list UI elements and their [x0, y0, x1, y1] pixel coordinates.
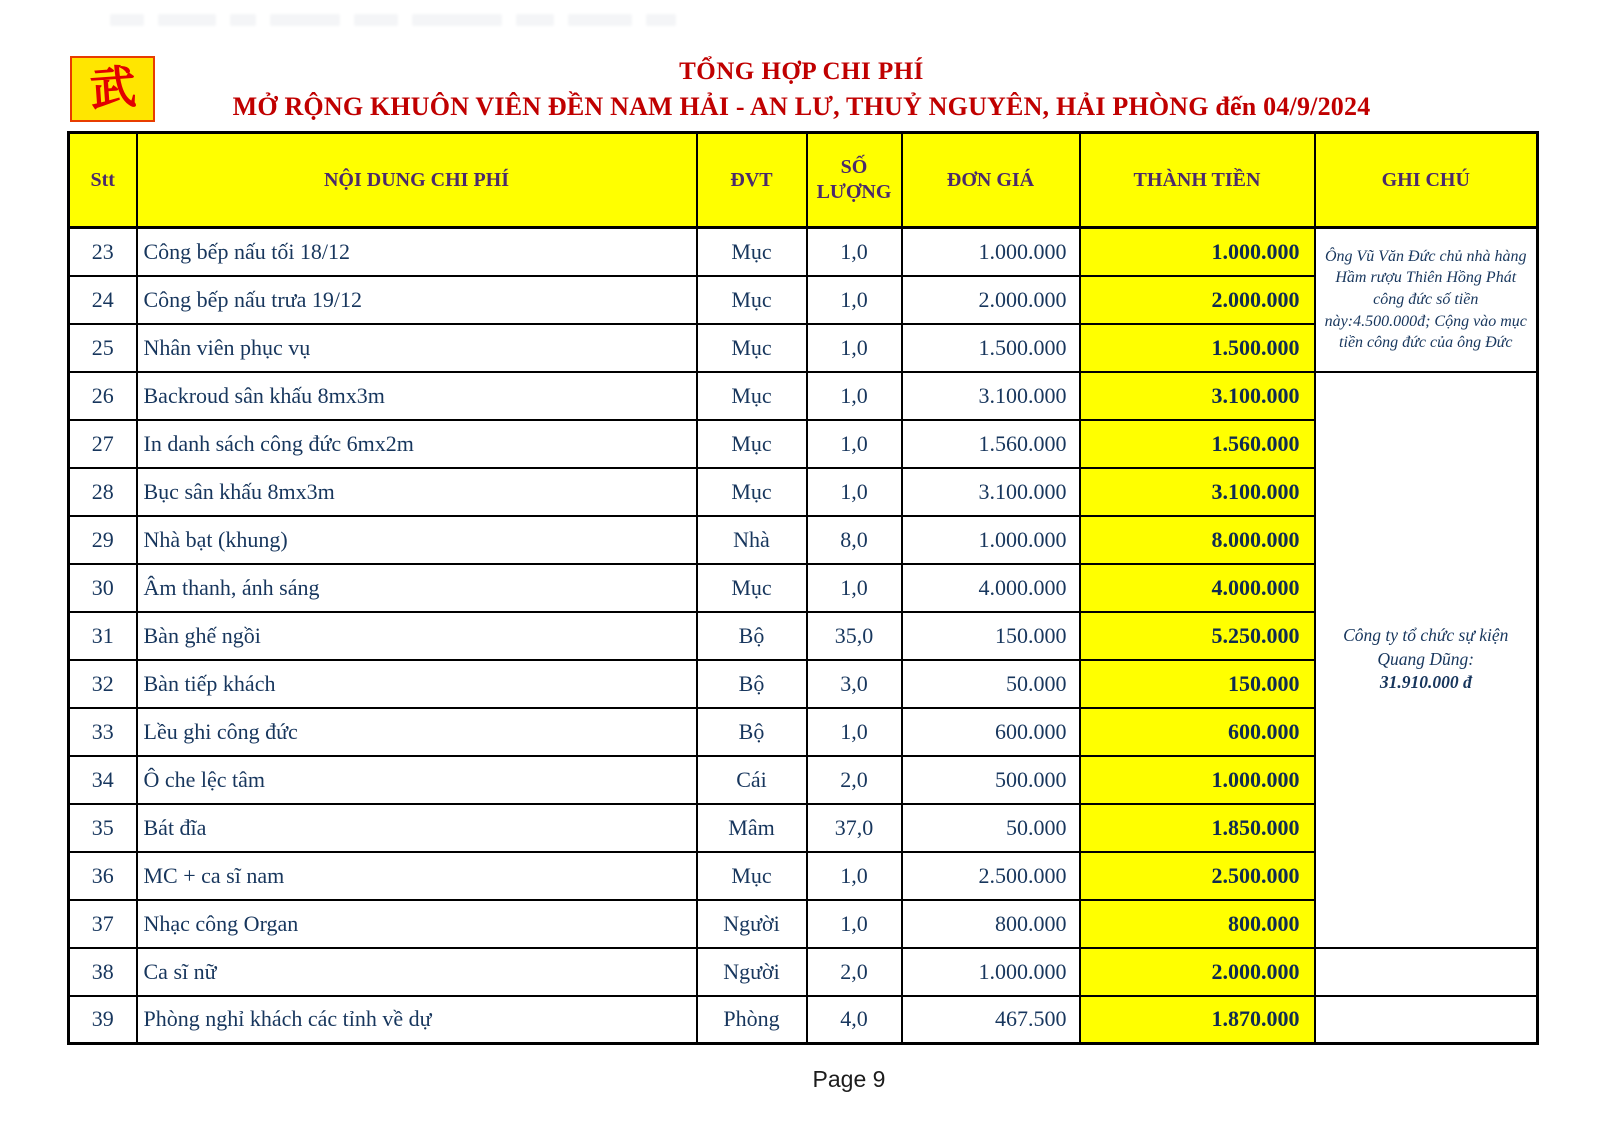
cell-noi-dung: Bàn tiếp khách — [137, 660, 697, 708]
cell-thanh-tien: 150.000 — [1080, 660, 1315, 708]
header-don-gia: ĐƠN GIÁ — [902, 133, 1080, 228]
cell-don-gia: 1.000.000 — [902, 948, 1080, 996]
cell-noi-dung: Nhân viên phục vụ — [137, 324, 697, 372]
cell-so-luong: 1,0 — [807, 372, 902, 420]
cell-don-gia: 600.000 — [902, 708, 1080, 756]
cell-so-luong: 1,0 — [807, 276, 902, 324]
cell-stt: 23 — [69, 228, 137, 276]
cell-dvt: Người — [697, 900, 807, 948]
cell-stt: 25 — [69, 324, 137, 372]
cell-dvt: Bộ — [697, 612, 807, 660]
cell-don-gia: 1.000.000 — [902, 516, 1080, 564]
header-stt: Stt — [69, 133, 137, 228]
cell-dvt: Mục — [697, 852, 807, 900]
cell-stt: 24 — [69, 276, 137, 324]
cell-stt: 33 — [69, 708, 137, 756]
cell-stt: 31 — [69, 612, 137, 660]
cell-dvt: Mục — [697, 372, 807, 420]
cell-don-gia: 1.560.000 — [902, 420, 1080, 468]
cell-stt: 30 — [69, 564, 137, 612]
cell-so-luong: 1,0 — [807, 468, 902, 516]
table-row — [69, 372, 1538, 420]
table-row — [69, 996, 1538, 1044]
cell-don-gia: 467.500 — [902, 996, 1080, 1044]
header-so-luong: SỐ LƯỢNG — [807, 133, 902, 228]
cell-noi-dung: MC + ca sĩ nam — [137, 852, 697, 900]
cell-stt: 27 — [69, 420, 137, 468]
cell-thanh-tien: 2.000.000 — [1080, 276, 1315, 324]
cell-so-luong: 35,0 — [807, 612, 902, 660]
cell-dvt: Nhà — [697, 516, 807, 564]
cell-don-gia: 3.100.000 — [902, 372, 1080, 420]
organizer-note-text: Công ty tổ chức sự kiện Quang Dũng: — [1343, 625, 1509, 669]
cell-noi-dung: Bàn ghế ngồi — [137, 612, 697, 660]
cell-dvt: Bộ — [697, 660, 807, 708]
cell-so-luong: 1,0 — [807, 420, 902, 468]
cell-dvt: Cái — [697, 756, 807, 804]
cell-thanh-tien: 1.560.000 — [1080, 420, 1315, 468]
cell-noi-dung: Công bếp nấu trưa 19/12 — [137, 276, 697, 324]
cell-thanh-tien: 5.250.000 — [1080, 612, 1315, 660]
cell-so-luong: 1,0 — [807, 564, 902, 612]
expense-table — [67, 131, 1539, 1045]
cell-so-luong: 3,0 — [807, 660, 902, 708]
cell-stt: 32 — [69, 660, 137, 708]
note-organizer — [1315, 372, 1538, 948]
cell-so-luong: 1,0 — [807, 708, 902, 756]
page-number: Page 9 — [812, 1066, 886, 1092]
cell-noi-dung: Backroud sân khấu 8mx3m — [137, 372, 697, 420]
cell-so-luong: 1,0 — [807, 324, 902, 372]
scan-artifact — [110, 14, 676, 28]
cell-thanh-tien: 1.870.000 — [1080, 996, 1315, 1044]
cell-noi-dung: Âm thanh, ánh sáng — [137, 564, 697, 612]
cell-don-gia: 1.500.000 — [902, 324, 1080, 372]
cell-noi-dung: Phòng nghỉ khách các tỉnh về dự — [137, 996, 697, 1044]
cell-don-gia: 3.100.000 — [902, 468, 1080, 516]
table-row — [69, 948, 1538, 996]
cell-don-gia: 150.000 — [902, 612, 1080, 660]
cell-dvt: Mục — [697, 420, 807, 468]
cell-stt: 38 — [69, 948, 137, 996]
header-noi-dung: NỘI DUNG CHI PHÍ — [137, 133, 697, 228]
cell-thanh-tien: 1.500.000 — [1080, 324, 1315, 372]
header-dvt: ĐVT — [697, 133, 807, 228]
cell-dvt: Phòng — [697, 996, 807, 1044]
cell-thanh-tien: 8.000.000 — [1080, 516, 1315, 564]
cell-stt: 37 — [69, 900, 137, 948]
cell-don-gia: 2.500.000 — [902, 852, 1080, 900]
cell-thanh-tien: 800.000 — [1080, 900, 1315, 948]
cell-so-luong: 1,0 — [807, 900, 902, 948]
cell-noi-dung: In danh sách công đức 6mx2m — [137, 420, 697, 468]
cell-noi-dung: Công bếp nấu tối 18/12 — [137, 228, 697, 276]
cell-dvt: Bộ — [697, 708, 807, 756]
header-row — [69, 133, 1538, 228]
cell-don-gia: 2.000.000 — [902, 276, 1080, 324]
cell-noi-dung: Ô che lệc tâm — [137, 756, 697, 804]
title-line-2: MỞ RỘNG KHUÔN VIÊN ĐỀN NAM HẢI - AN LƯ, THUỶ NGUYÊN, HẢI PHÒNG đến 04/9/2024 — [232, 92, 1371, 121]
cell-stt: 26 — [69, 372, 137, 420]
cell-thanh-tien: 1.850.000 — [1080, 804, 1315, 852]
cell-dvt: Mục — [697, 564, 807, 612]
cell-noi-dung: Lều ghi công đức — [137, 708, 697, 756]
cell-noi-dung: Ca sĩ nữ — [137, 948, 697, 996]
cell-thanh-tien: 4.000.000 — [1080, 564, 1315, 612]
cell-thanh-tien: 1.000.000 — [1080, 228, 1315, 276]
cell-dvt: Mục — [697, 276, 807, 324]
header-thanh-tien: THÀNH TIỀN — [1080, 133, 1315, 228]
table-row — [69, 228, 1538, 276]
cell-stt: 28 — [69, 468, 137, 516]
cell-stt: 29 — [69, 516, 137, 564]
cell-so-luong: 8,0 — [807, 516, 902, 564]
cell-so-luong: 4,0 — [807, 996, 902, 1044]
cell-thanh-tien: 2.000.000 — [1080, 948, 1315, 996]
cell-thanh-tien: 600.000 — [1080, 708, 1315, 756]
cell-thanh-tien: 1.000.000 — [1080, 756, 1315, 804]
cell-noi-dung: Bục sân khấu 8mx3m — [137, 468, 697, 516]
wu-character-glyph: 武 — [87, 61, 138, 116]
cell-don-gia: 800.000 — [902, 900, 1080, 948]
cell-noi-dung: Nhà bạt (khung) — [137, 516, 697, 564]
cell-don-gia: 4.000.000 — [902, 564, 1080, 612]
cell-stt: 39 — [69, 996, 137, 1044]
cell-thanh-tien: 2.500.000 — [1080, 852, 1315, 900]
cell-so-luong: 2,0 — [807, 948, 902, 996]
cell-don-gia: 50.000 — [902, 660, 1080, 708]
cell-noi-dung: Nhạc công Organ — [137, 900, 697, 948]
cell-dvt: Mục — [697, 324, 807, 372]
cell-don-gia: 50.000 — [902, 804, 1080, 852]
cell-so-luong: 1,0 — [807, 852, 902, 900]
cell-dvt: Người — [697, 948, 807, 996]
header-ghi-chu: GHI CHÚ — [1315, 133, 1538, 228]
cell-stt: 35 — [69, 804, 137, 852]
title-line-1: TỔNG HỢP CHI PHÍ — [679, 58, 924, 85]
cell-so-luong: 1,0 — [807, 228, 902, 276]
cell-dvt: Mục — [697, 468, 807, 516]
cell-stt: 34 — [69, 756, 137, 804]
note-donor: Ông Vũ Văn Đức chủ nhà hàng Hầm rượu Thiên Hồng Phát công đức số tiền này:4.500.000đ; Cộng vào mục tiền công đức của ông Đức — [1315, 228, 1538, 372]
cell-don-gia: 500.000 — [902, 756, 1080, 804]
cell-noi-dung: Bát đĩa — [137, 804, 697, 852]
cell-thanh-tien: 3.100.000 — [1080, 468, 1315, 516]
cell-thanh-tien: 3.100.000 — [1080, 372, 1315, 420]
note-empty — [1315, 996, 1538, 1044]
cell-so-luong: 2,0 — [807, 756, 902, 804]
cell-stt: 36 — [69, 852, 137, 900]
note-empty — [1315, 948, 1538, 996]
document-title — [67, 58, 1536, 122]
cell-so-luong: 37,0 — [807, 804, 902, 852]
cell-don-gia: 1.000.000 — [902, 228, 1080, 276]
cell-dvt: Mâm — [697, 804, 807, 852]
organizer-note-amount: 31.910.000 đ — [1379, 672, 1472, 693]
cell-dvt: Mục — [697, 228, 807, 276]
